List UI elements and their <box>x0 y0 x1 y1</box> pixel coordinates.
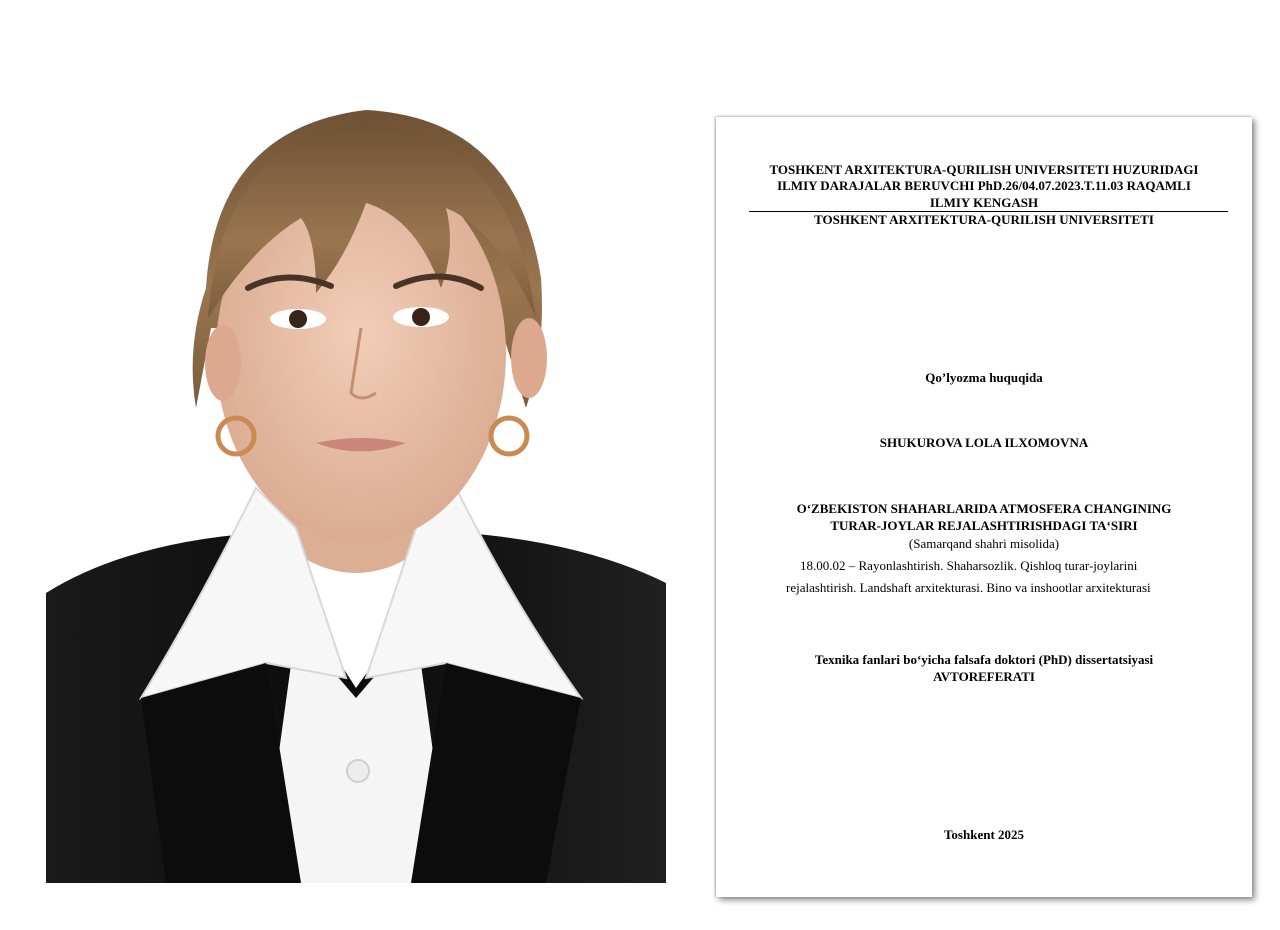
author-portrait <box>46 88 666 883</box>
manuscript-note: Qo’lyozma huquqida <box>925 370 1043 385</box>
specialty-line-2: rejalashtirish. Landshaft arxitekturasi. Bino va inshootlar arxitekturasi <box>786 580 1151 595</box>
specialty-line-1: 18.00.02 – Rayonlashtirish. Shaharsozlik. Qishloq turar-joylarini <box>800 558 1138 573</box>
council-line-3: ILMIY KENGASH <box>929 195 1039 210</box>
earring-right <box>491 418 527 454</box>
dissertation-cover-page <box>716 117 1252 897</box>
degree-line-2: AVTOREFERATI <box>933 669 1035 684</box>
place-year: Toshkent 2025 <box>943 827 1025 842</box>
council-line-1: TOSHKENT ARXITEKTURA-QURILISH UNIVERSITETI HUZURIDAGI <box>769 162 1199 177</box>
degree-line-1: Texnika fanlari bo‘yicha falsafa doktori (PhD) dissertatsiyasi <box>814 652 1154 667</box>
ear-left <box>205 325 241 401</box>
subtitle: (Samarqand shahri misolida) <box>908 536 1060 551</box>
portrait-illustration <box>46 88 666 883</box>
title-line-1: O‘ZBEKISTON SHAHARLARIDA ATMOSFERA CHANGINING <box>796 501 1172 516</box>
title-line-2: TURAR-JOYLAR REJALASHTIRISHDAGI TA‘SIRI <box>830 518 1138 533</box>
council-line-2: ILMIY DARAJALAR BERUVCHI PhD.26/04.07.2023.T.11.03 RAQAMLI <box>777 178 1191 193</box>
ear-right <box>511 318 547 398</box>
author-name: SHUKUROVA LOLA ILXOMOVNA <box>879 435 1089 450</box>
university-name: TOSHKENT ARXITEKTURA-QURILISH UNIVERSITETI <box>814 212 1154 227</box>
shirt-button <box>347 760 369 782</box>
